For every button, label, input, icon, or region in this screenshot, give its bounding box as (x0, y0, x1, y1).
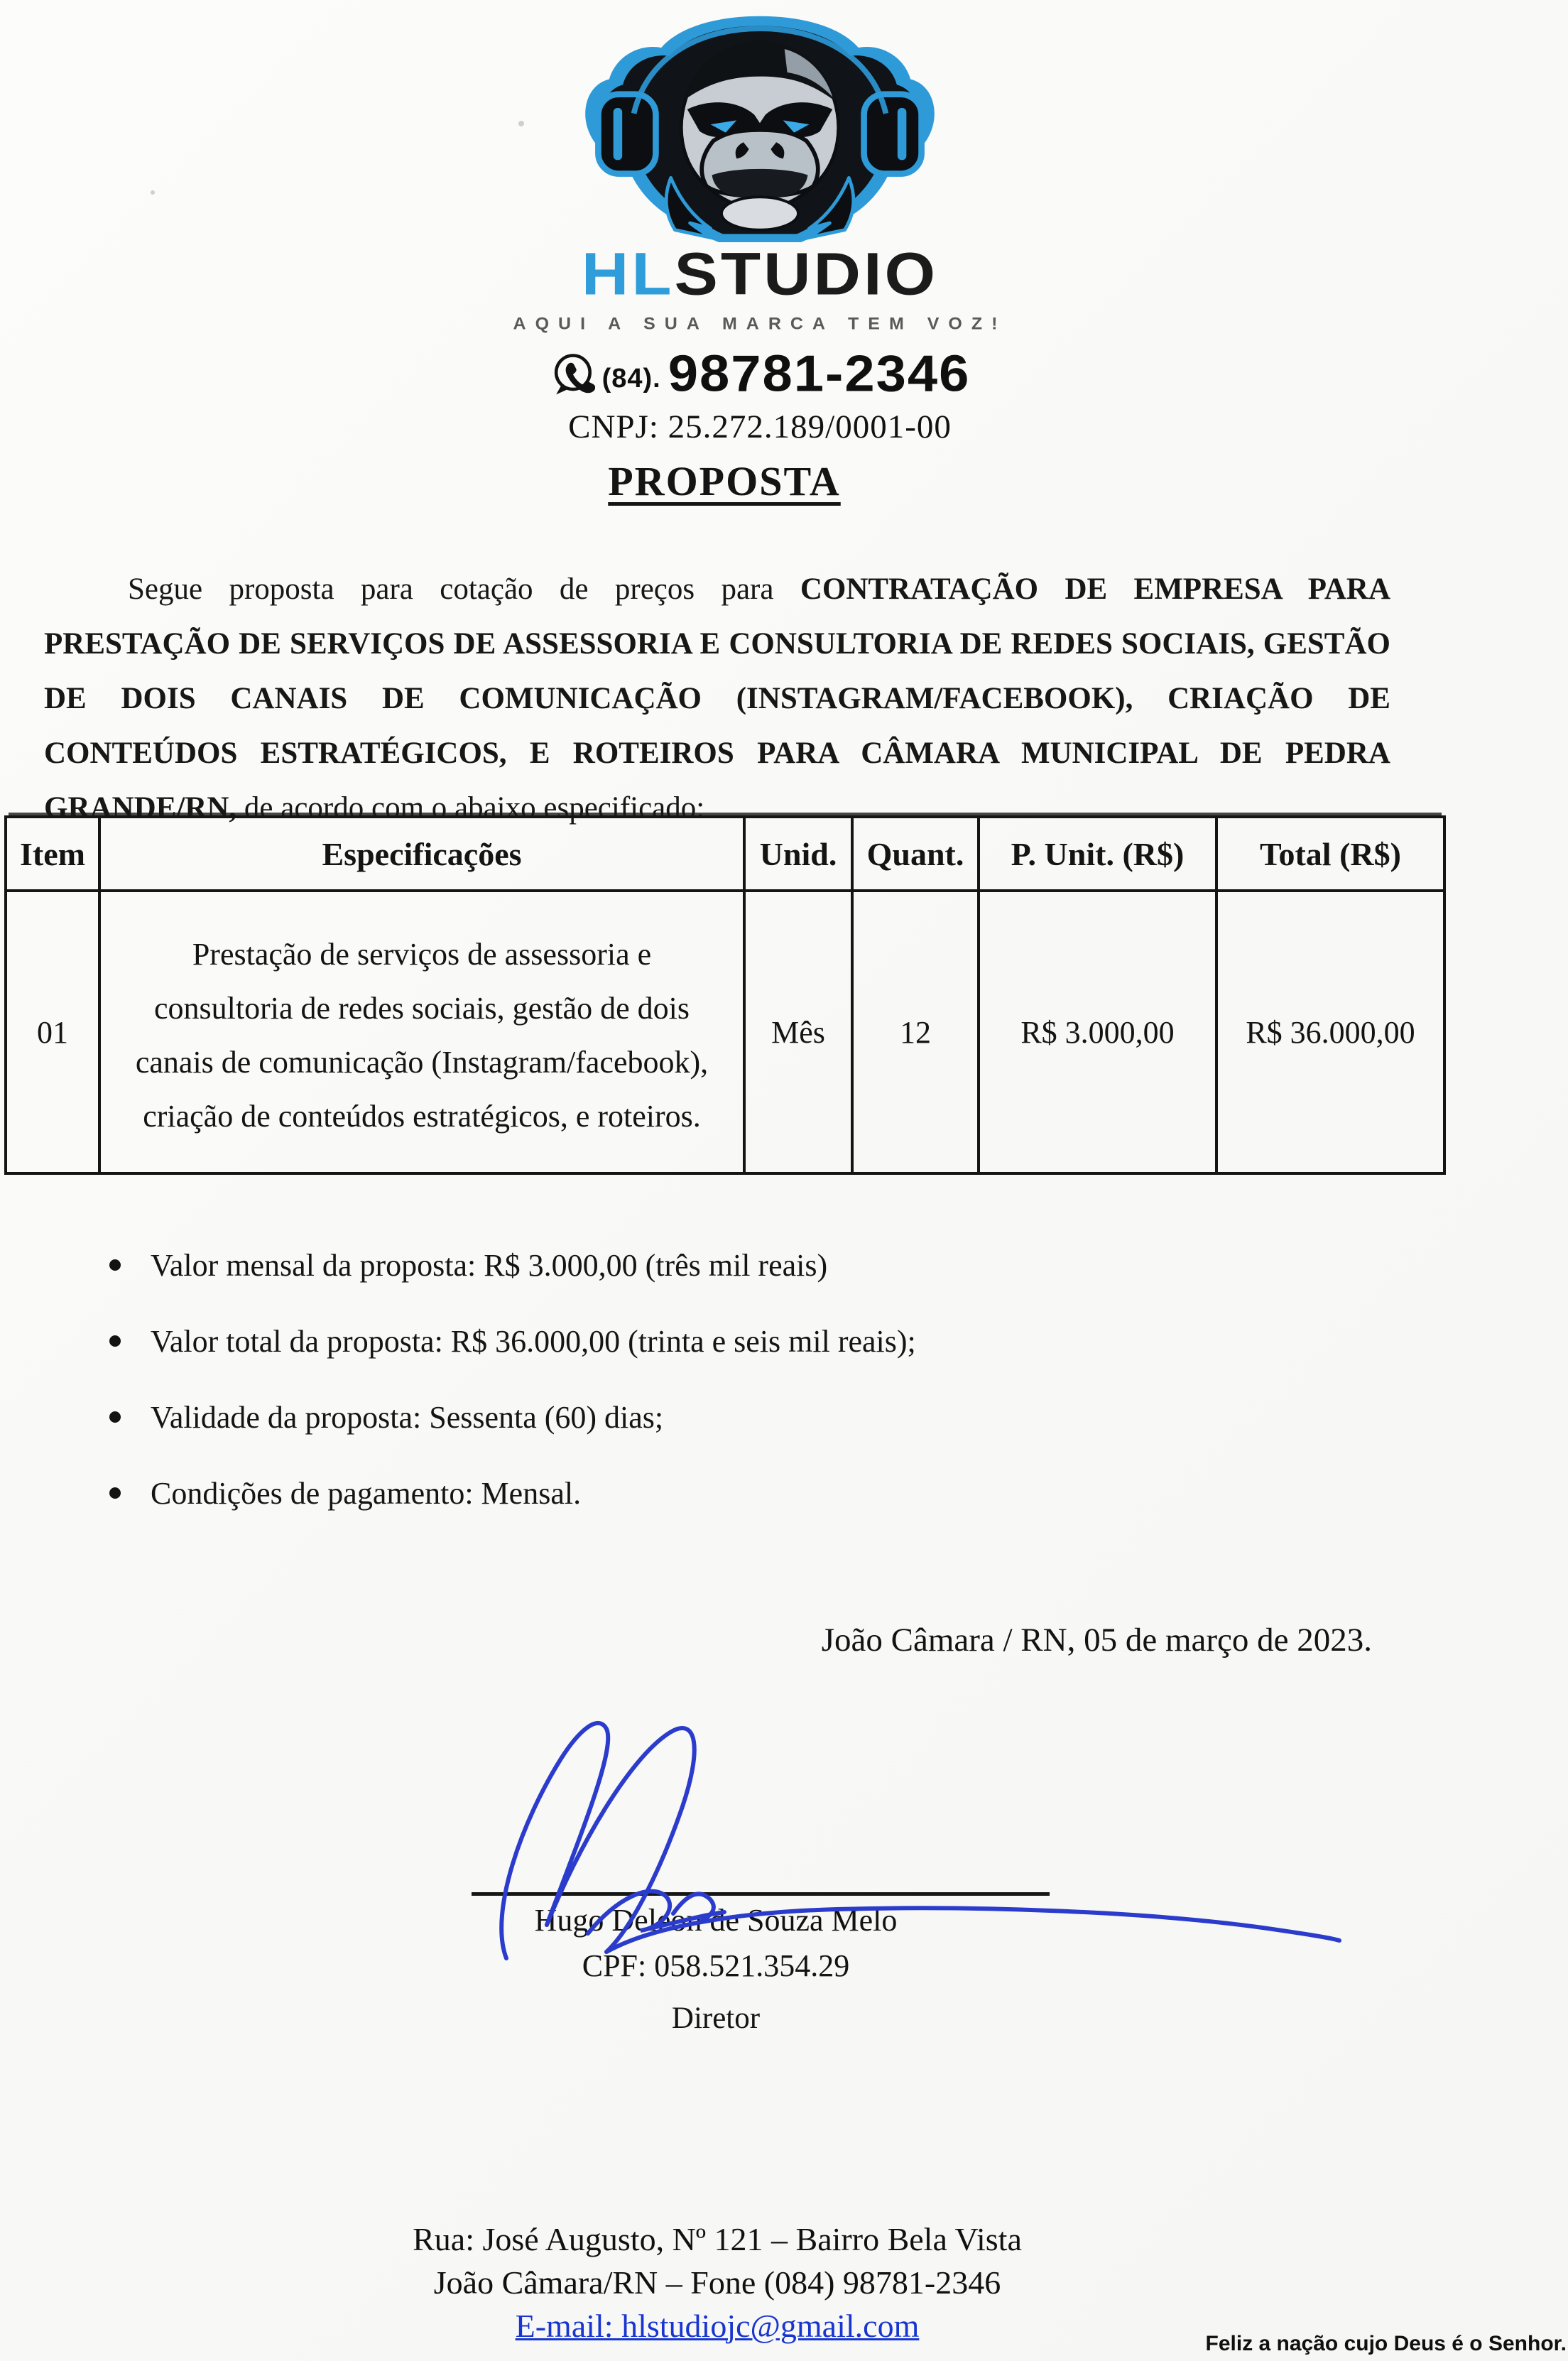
list-item: Valor total da proposta: R$ 36.000,00 (trinta e seis mil reais); (104, 1320, 1410, 1363)
email-address: hlstudiojc@gmail.com (621, 2308, 920, 2344)
phone-area-code: (84). (601, 364, 661, 394)
gorilla-headphones-logo (568, 10, 952, 244)
intro-bold-object: CONTRATAÇÃO DE EMPRESA PARA PRESTAÇÃO DE SERVIÇOS DE ASSESSORIA E CONSULTORIA DE REDES SOCIAIS, GESTÃO DE DOIS CANAIS DE COMUNICAÇÃO (INSTAGRAM/FACEBOOK), CRIAÇÃO DE CONTEÚDOS ESTRATÉGICOS, E ROTEIROS PARA CÂMARA MUNICIPAL DE PEDRA GRANDE/RN, (44, 572, 1391, 825)
whatsapp-icon (550, 352, 595, 397)
col-header-unid: Unid. (744, 817, 852, 891)
phone-number: 98781-2346 (668, 345, 971, 403)
cell-quant: 12 (852, 891, 979, 1173)
signatory-role: Diretor (671, 2002, 761, 2035)
address-line-2: João Câmara/RN – Fone (084) 98781-2346 (433, 2264, 1001, 2301)
list-item: Valor mensal da proposta: R$ 3.000,00 (três mil reais) (104, 1244, 1410, 1287)
signatory-cpf: CPF: 058.521.354.29 (582, 1948, 850, 1983)
cell-total: R$ 36.000,00 (1216, 891, 1444, 1173)
scan-speck (518, 121, 524, 126)
cell-unid: Mês (744, 891, 852, 1173)
intro-lead: Segue proposta para cotação de preços para (128, 572, 800, 606)
email-label: E-mail: (515, 2308, 622, 2344)
terms-list (104, 1244, 1410, 1548)
signatory-name: Hugo Deleon de Souza Melo (534, 1903, 898, 1938)
list-item: Condições de pagamento: Mensal. (104, 1472, 1410, 1515)
brand-name-hl: HL (581, 241, 675, 308)
brand-phone-row (550, 343, 971, 405)
intro-paragraph (44, 562, 1390, 835)
list-item: Validade da proposta: Sessenta (60) dias; (104, 1396, 1410, 1439)
footer-address-block (43, 2218, 1392, 2348)
brand-tagline: AQUI A SUA MARCA TEM VOZ! (513, 314, 1007, 334)
address-line-1: Rua: José Augusto, Nº 121 – Bairro Bela Vista (413, 2221, 1022, 2257)
items-table (4, 815, 1446, 1175)
footer-verse: Feliz a nação cujo Deus é o Senhor. (1205, 2332, 1567, 2355)
email-link[interactable] (516, 2308, 920, 2344)
col-header-item: Item (6, 817, 99, 891)
company-cnpj: CNPJ: 25.272.189/0001-00 (568, 408, 952, 445)
document-title: PROPOSTA (608, 458, 841, 504)
col-header-spec: Especificações (99, 817, 744, 891)
cell-item: 01 (6, 891, 99, 1173)
brand-wordmark (581, 241, 939, 308)
document-title-wrap (28, 457, 1420, 505)
cell-spec: Prestação de serviços de assessoria e consultoria de redes sociais, gestão de dois canais de comunicação (Instagram/facebook), criação de conteúdos estratégicos, e roteiros. (99, 891, 744, 1173)
table-row (6, 891, 1444, 1173)
table-header-row (6, 817, 1444, 891)
place-date-line: João Câmara / RN, 05 de março de 2023. (821, 1622, 1372, 1659)
brand-name-studio: STUDIO (674, 241, 939, 308)
col-header-quant: Quant. (852, 817, 979, 891)
handwritten-signature (439, 1699, 1362, 1983)
cell-punit: R$ 3.000,00 (979, 891, 1216, 1173)
email-line (43, 2304, 1392, 2348)
intro-tail: de acordo com o abaixo especificado: (236, 791, 705, 825)
col-header-total: Total (R$) (1216, 817, 1444, 891)
scan-speck (151, 190, 155, 195)
brand-header (0, 10, 1520, 446)
col-header-punit: P. Unit. (R$) (979, 817, 1216, 891)
